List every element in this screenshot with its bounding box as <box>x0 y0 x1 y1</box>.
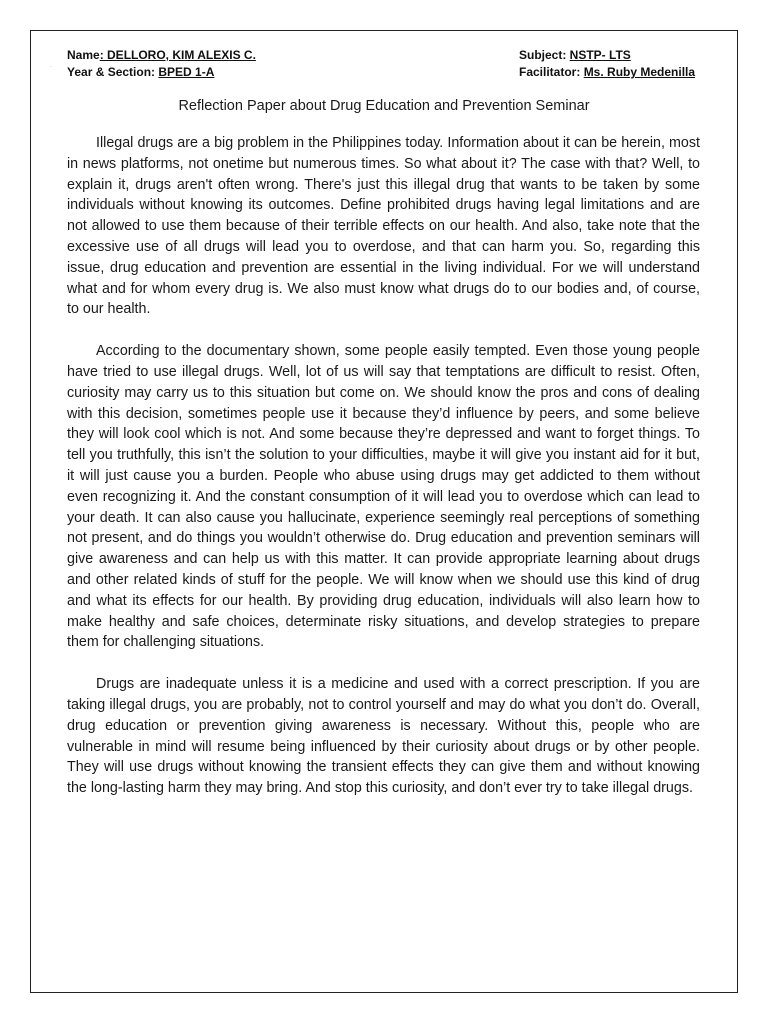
subject-label: Subject: <box>519 48 570 62</box>
section-label: Year & Section: <box>67 65 159 79</box>
facilitator-line <box>519 64 701 81</box>
paragraph: Drugs are inadequate unless it is a medicine and used with a correct prescription. If you are taking illegal drugs, you are probably, not to control yourself and may do what you don’t do. Overall, drug education or prevention giving awareness is necessary. Without this, people who are vulnerable in mind will resume being influenced by their curiosity about drugs or by other people. They will use drugs without knowing the transient effects they can give them and without knowing the long-lasting harm they may bring. And stop this curiosity, and don’t ever try to take illegal drugs. <box>67 676 700 797</box>
document-header <box>67 47 701 81</box>
facilitator-value: Ms. Ruby Medenilla <box>583 65 696 79</box>
header-row-1 <box>67 47 701 64</box>
section-line <box>67 64 214 81</box>
paper-title: Reflection Paper about Drug Education and Prevention Seminar <box>178 98 590 114</box>
paragraph: According to the documentary shown, some people easily tempted. Even those young people have tried to use illegal drugs. Well, lot of us will say that temptations are difficult to resist. Often, curiosity may carry us to this situation but come on. We should know the pros and cons of dealing with this decision, sometimes people use it because they’d influence by peers, and some believe they will look cool which is not. And some because they’re depressed and want to forget things. To tell you truthfully, this isn’t the solution to your difficulties, maybe it will give you instant aid for it but, it will just cause you a burden. People who abuse using drugs may get addicted to them without even recognizing it. And the constant consumption of it will lead you to overdose which can lead to your death. It can also cause you hallucinate, experience seemingly real perceptions of something not present, and do things you wouldn’t otherwise do. Drug education and prevention seminars will give awareness and can help us with this matter. It can provide appropriate learning about drugs and other related kinds of stuff for the people. We will know when we should use this kind of drug and what its effects for our health. By providing drug education, individuals will also learn how to make healthy and safe choices, determinate risky situations, and develop strategies to prepare them for challenging situations. <box>67 343 700 651</box>
name-label: Name <box>67 48 100 62</box>
subject-value: NSTP- LTS <box>569 48 631 62</box>
header-row-2 <box>67 64 701 81</box>
facilitator-label: Facilitator: <box>519 65 584 79</box>
section-value: BPED 1-A <box>158 65 215 79</box>
name-value: : DELLORO, KIM ALEXIS C. <box>99 48 256 62</box>
paragraph: Illegal drugs are a big problem in the Philippines today. Information about it can be herein, most in news platforms, not onetime but numerous times. So what about it? The case with that? Well, to explain it, drugs aren't often wrong. There's just this illegal drug that wants to be taken by some individuals without knowing its outcomes. Define prohibited drugs having legal limitations and are not allowed to use them because of their terrible effects on our health. And also, take note that the excessive use of all drugs will lead you to overdose, and that can harm you. So, regarding this issue, drug education and prevention are essential in the living individual. For we will understand what and for whom every drug is. We also must know what drugs do to our bodies and, of course, to our health. <box>67 135 700 318</box>
stray-mark: · <box>50 64 52 70</box>
body-text <box>67 133 700 820</box>
name-line <box>67 47 256 64</box>
subject-line <box>519 47 701 64</box>
